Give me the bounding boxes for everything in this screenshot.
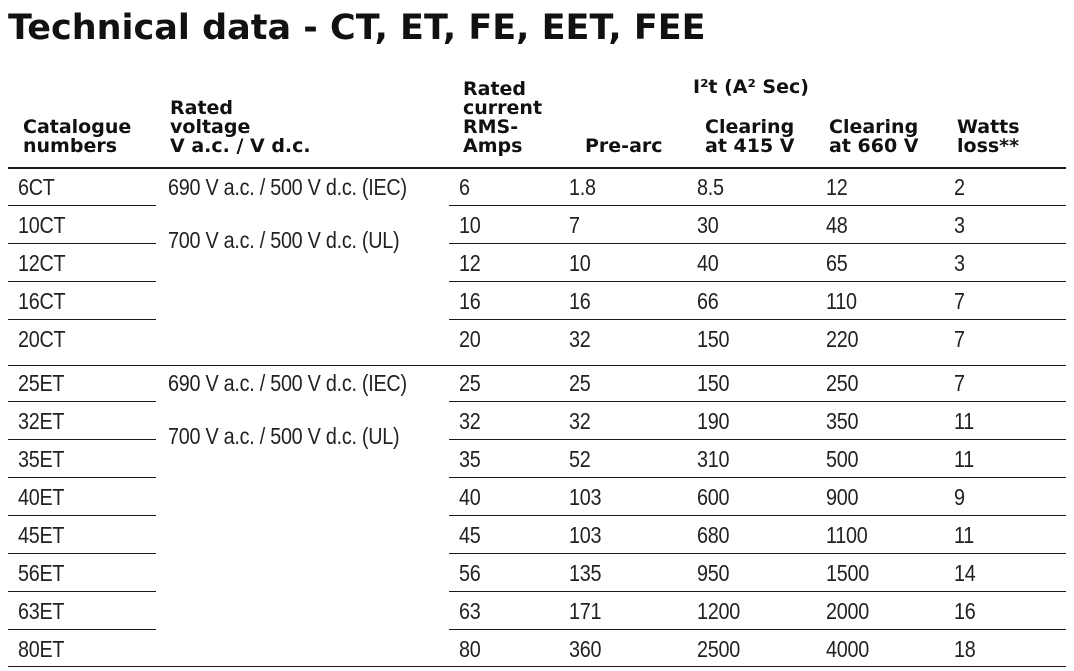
catalogue-number: 10CT — [18, 212, 66, 238]
rated-current: 16 — [459, 288, 481, 314]
catalogue-number: 12CT — [18, 250, 66, 276]
voltage-ul: 700 V a.c. / 500 V d.c. (UL) — [168, 423, 400, 449]
rated-current: 20 — [459, 326, 481, 352]
header-current: Rated current RMS- Amps — [463, 78, 543, 157]
clearing-415-value: 40 — [697, 250, 719, 276]
watts-loss-value: 14 — [954, 560, 976, 586]
clearing-415-value: 30 — [697, 212, 719, 238]
clearing-660-value: 12 — [826, 174, 848, 200]
row-divider — [8, 591, 156, 592]
watts-loss-value: 11 — [954, 522, 975, 548]
watts-loss-value: 2 — [954, 174, 965, 200]
voltage-iec: 690 V a.c. / 500 V d.c. (IEC) — [168, 174, 407, 200]
row-divider — [8, 281, 156, 282]
catalogue-number: 80ET — [18, 636, 65, 662]
clearing-660-value: 250 — [826, 370, 859, 396]
header-prearc: Pre-arc — [585, 135, 663, 157]
catalogue-number: 45ET — [18, 522, 65, 548]
clearing-415-value: 1200 — [697, 598, 740, 624]
row-divider — [449, 401, 1066, 402]
watts-loss-value: 11 — [954, 446, 975, 472]
catalogue-number: 6CT — [18, 174, 55, 200]
clearing-415-value: 2500 — [697, 636, 740, 662]
row-divider — [449, 515, 1066, 516]
header-watts: Watts loss** — [957, 116, 1020, 157]
prearc-value: 1.8 — [569, 174, 596, 200]
prearc-value: 25 — [569, 370, 591, 396]
prearc-value: 171 — [569, 598, 602, 624]
prearc-value: 103 — [569, 484, 602, 510]
clearing-415-value: 310 — [697, 446, 730, 472]
row-divider — [8, 629, 156, 630]
watts-loss-value: 7 — [954, 288, 965, 314]
clearing-660-value: 1500 — [826, 560, 869, 586]
catalogue-number: 63ET — [18, 598, 65, 624]
clearing-415-value: 150 — [697, 326, 730, 352]
watts-loss-value: 18 — [954, 636, 976, 662]
prearc-value: 32 — [569, 326, 591, 352]
clearing-660-value: 48 — [826, 212, 848, 238]
table-bottom-rule — [8, 666, 1066, 667]
catalogue-number: 40ET — [18, 484, 65, 510]
clearing-415-value: 190 — [697, 408, 730, 434]
prearc-value: 52 — [569, 446, 591, 472]
watts-loss-value: 7 — [954, 370, 965, 396]
voltage-iec: 690 V a.c. / 500 V d.c. (IEC) — [168, 370, 407, 396]
clearing-415-value: 950 — [697, 560, 730, 586]
row-divider — [449, 553, 1066, 554]
catalogue-number: 20CT — [18, 326, 66, 352]
clearing-660-value: 110 — [826, 288, 857, 314]
watts-loss-value: 11 — [954, 408, 975, 434]
clearing-415-value: 600 — [697, 484, 730, 510]
row-divider — [449, 281, 1066, 282]
prearc-value: 360 — [569, 636, 602, 662]
header-clearing-660: Clearing at 660 V — [829, 116, 919, 157]
watts-loss-value: 3 — [954, 212, 965, 238]
rated-current: 35 — [459, 446, 481, 472]
catalogue-number: 32ET — [18, 408, 65, 434]
row-divider — [8, 243, 156, 244]
prearc-value: 135 — [569, 560, 602, 586]
clearing-660-value: 500 — [826, 446, 859, 472]
prearc-value: 10 — [569, 250, 591, 276]
prearc-value: 7 — [569, 212, 580, 238]
clearing-660-value: 1100 — [826, 522, 868, 548]
catalogue-number: 35ET — [18, 446, 65, 472]
row-divider — [449, 439, 1066, 440]
row-divider — [8, 319, 156, 320]
rated-current: 32 — [459, 408, 481, 434]
rated-current: 6 — [459, 174, 470, 200]
row-divider — [8, 439, 156, 440]
row-divider — [449, 477, 1066, 478]
rated-current: 12 — [459, 250, 481, 276]
watts-loss-value: 9 — [954, 484, 965, 510]
clearing-660-value: 220 — [826, 326, 859, 352]
clearing-415-value: 150 — [697, 370, 730, 396]
catalogue-number: 25ET — [18, 370, 65, 396]
header-clearing-415: Clearing at 415 V — [705, 116, 795, 157]
clearing-660-value: 2000 — [826, 598, 869, 624]
watts-loss-value: 3 — [954, 250, 965, 276]
header-i2t-group: I²t (A² Sec) — [693, 76, 809, 98]
header-catalogue: Catalogue numbers — [23, 116, 132, 157]
row-divider — [8, 515, 156, 516]
row-divider — [8, 205, 156, 206]
group-divider — [8, 365, 1066, 366]
clearing-660-value: 350 — [826, 408, 859, 434]
prearc-value: 103 — [569, 522, 602, 548]
rated-current: 80 — [459, 636, 481, 662]
watts-loss-value: 16 — [954, 598, 976, 624]
rated-current: 56 — [459, 560, 481, 586]
rated-current: 25 — [459, 370, 481, 396]
row-divider — [449, 205, 1066, 206]
row-divider — [8, 401, 156, 402]
row-divider — [8, 553, 156, 554]
header-voltage: Rated voltage V a.c. / V d.c. — [170, 97, 311, 157]
header-rule — [8, 167, 1066, 169]
rated-current: 40 — [459, 484, 481, 510]
row-divider — [449, 591, 1066, 592]
catalogue-number: 16CT — [18, 288, 66, 314]
row-divider — [449, 319, 1066, 320]
clearing-660-value: 65 — [826, 250, 848, 276]
clearing-660-value: 4000 — [826, 636, 869, 662]
voltage-ul: 700 V a.c. / 500 V d.c. (UL) — [168, 227, 400, 253]
prearc-value: 32 — [569, 408, 591, 434]
clearing-660-value: 900 — [826, 484, 859, 510]
rated-current: 10 — [459, 212, 481, 238]
clearing-415-value: 66 — [697, 288, 719, 314]
page-title: Technical data - CT, ET, FE, EET, FEE — [8, 8, 706, 48]
watts-loss-value: 7 — [954, 326, 965, 352]
rated-current: 45 — [459, 522, 481, 548]
clearing-415-value: 680 — [697, 522, 730, 548]
row-divider — [8, 477, 156, 478]
rated-current: 63 — [459, 598, 481, 624]
row-divider — [449, 243, 1066, 244]
prearc-value: 16 — [569, 288, 591, 314]
row-divider — [449, 629, 1066, 630]
catalogue-number: 56ET — [18, 560, 65, 586]
clearing-415-value: 8.5 — [697, 174, 724, 200]
